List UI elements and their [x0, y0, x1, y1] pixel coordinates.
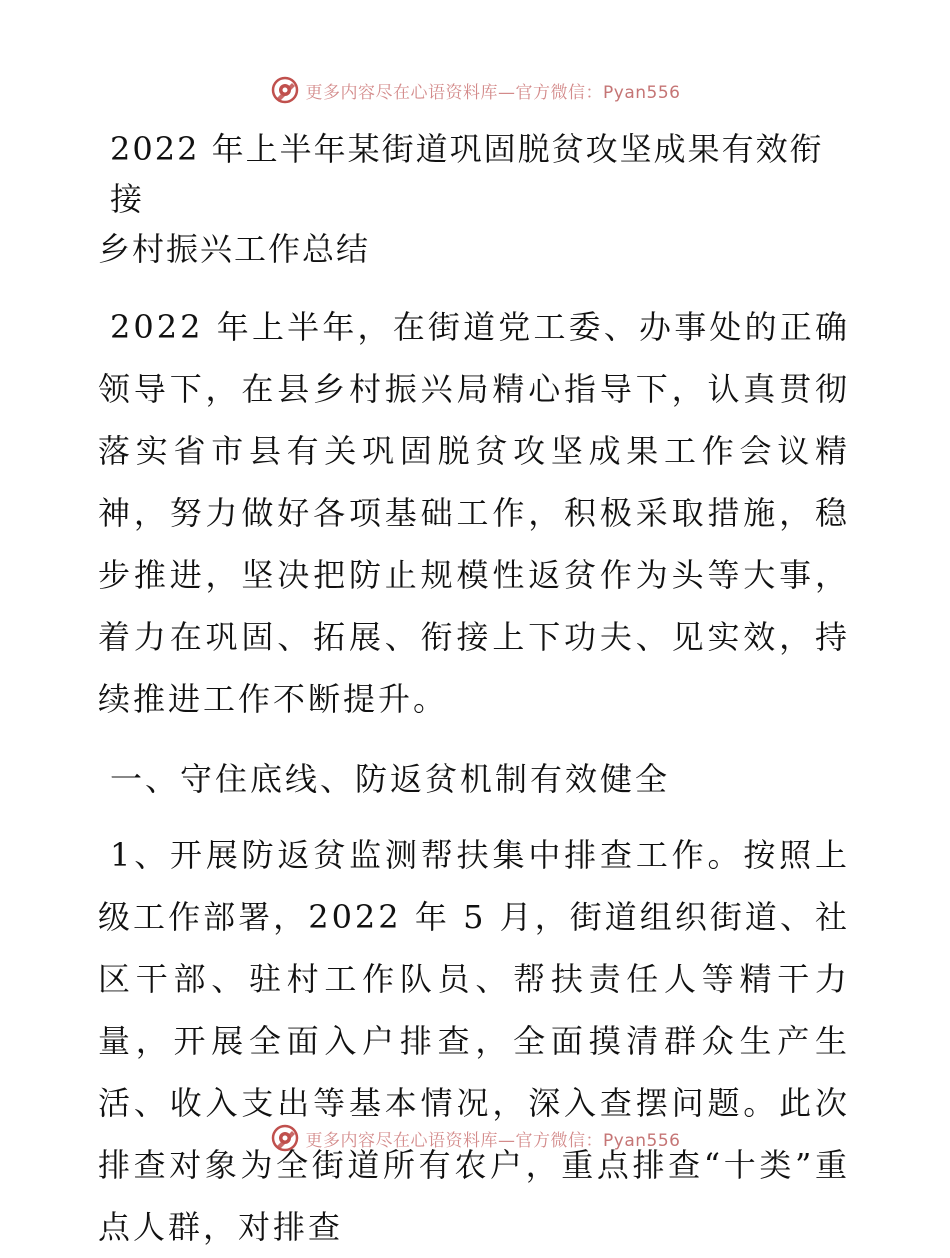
watermark-label: 更多内容尽在心语资料库—官方微信：	[305, 1130, 604, 1151]
document-body	[98, 124, 850, 1258]
title-line-1: 2022 年上半年某街道巩固脱贫攻坚成果有效衔接	[110, 130, 824, 218]
section-heading-1: 一、守住底线、防返贫机制有效健全	[110, 760, 671, 798]
watermark-header	[0, 70, 950, 110]
pen-logo-icon	[270, 1123, 300, 1153]
watermark-label: 更多内容尽在心语资料库—官方微信：	[305, 82, 604, 103]
intro-paragraph: 2022 年上半年，在街道党工委、办事处的正确领导下，在县乡村振兴局精心指导下，认真贯彻落实省市县有关巩固脱贫攻坚成果工作会议精神，努力做好各项基础工作，积极采取措施，稳步推进，坚决把防止规模性返贫作为头等大事，着力在巩固、拓展、衔接上下功夫、见实效，持续推进工作不断提升。	[98, 308, 850, 718]
document-title	[98, 124, 850, 274]
title-line-2: 乡村振兴工作总结	[98, 230, 371, 268]
section-1-item-1: 1、开展防返贫监测帮扶集中排查工作。按照上级工作部署，2022 年 5 月，街道组织街道、社区干部、驻村工作队员、帮扶责任人等精干力量，开展全面入户排查，全面摸清群众生产生活、收入支出等基本情况，深入查摆问题。此次排查对象为全街道所有农户，重点排查“十类”重点人群，对排查	[98, 836, 850, 1246]
watermark-text	[306, 1126, 681, 1151]
watermark-text	[306, 78, 681, 103]
watermark-footer	[0, 1118, 950, 1158]
pen-logo-icon	[270, 75, 300, 105]
watermark-account: Pyan556	[603, 82, 681, 103]
watermark-account: Pyan556	[603, 1130, 681, 1151]
